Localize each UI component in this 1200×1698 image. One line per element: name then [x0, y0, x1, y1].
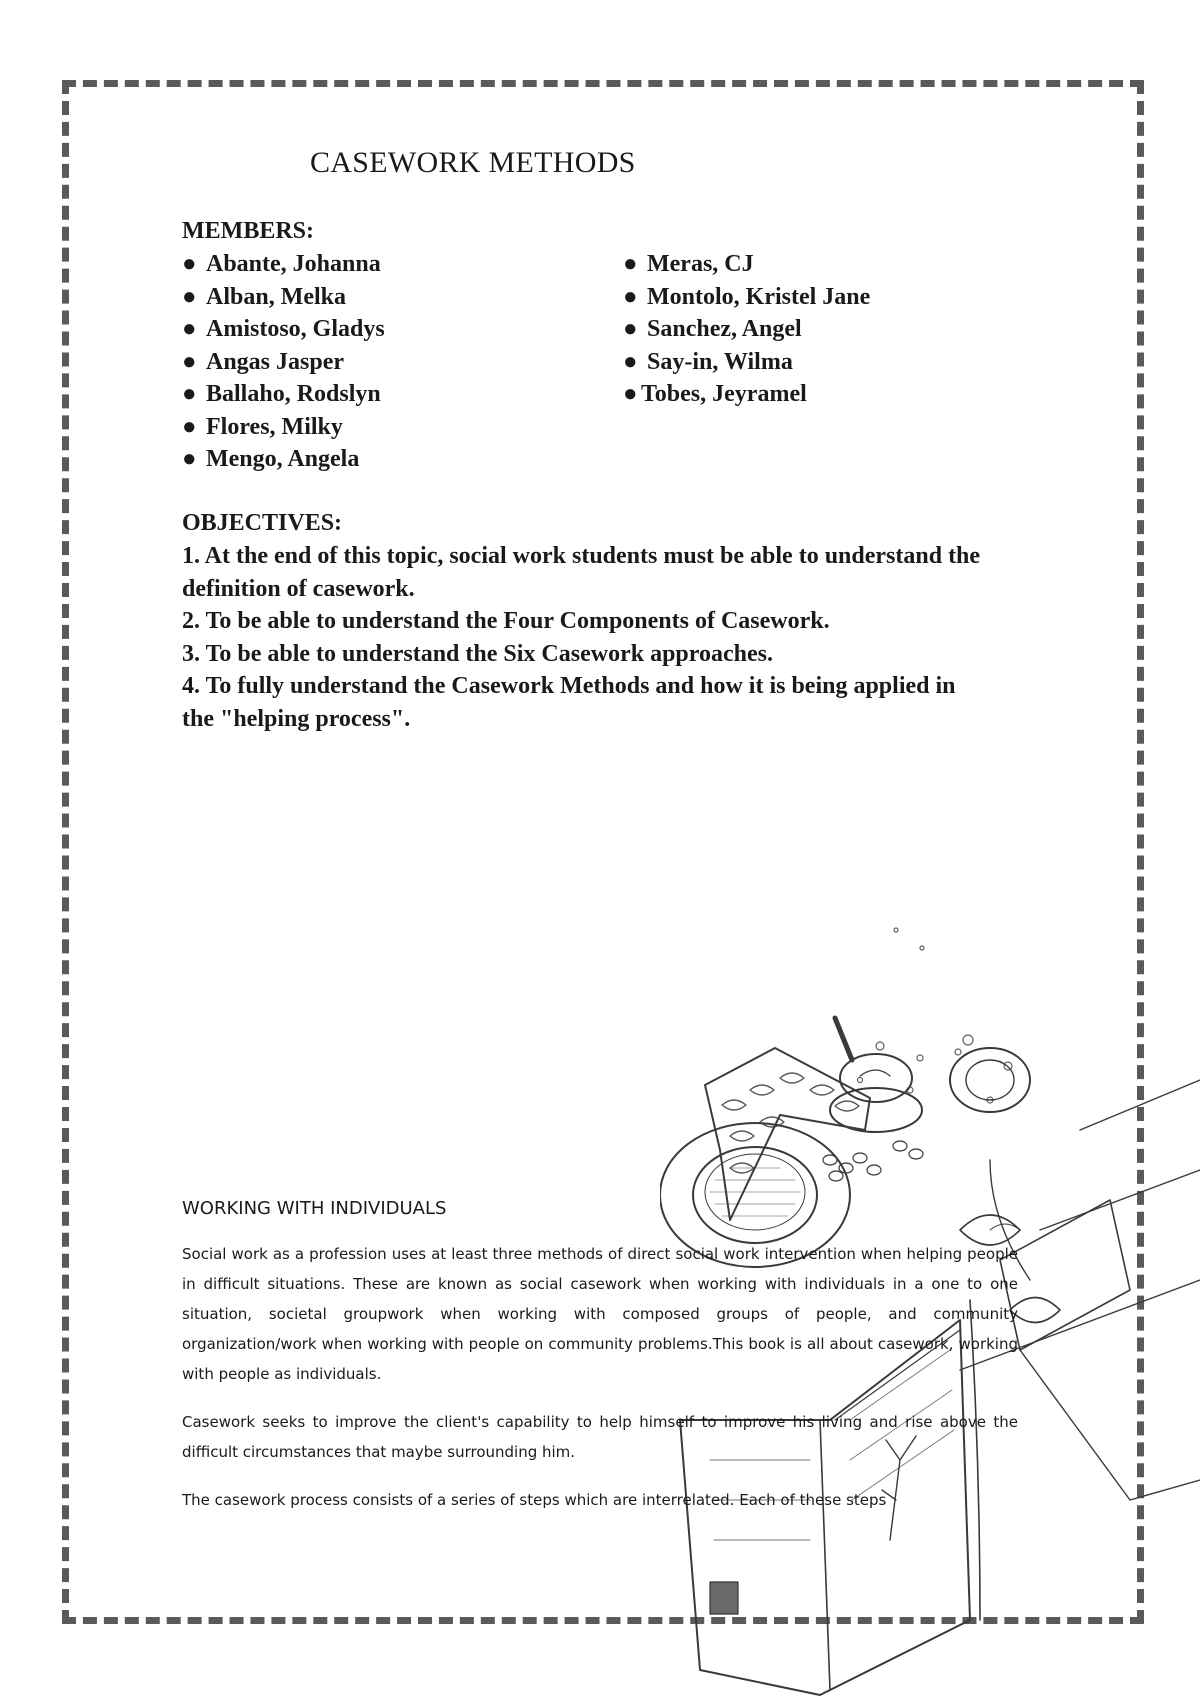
objective-item: 4. To fully understand the Casework Methods and how it is being applied in the "helping process".	[182, 673, 956, 732]
bullet-icon: ●	[182, 446, 197, 472]
bullet-icon: ●	[182, 251, 197, 277]
bullet-icon: ●	[623, 348, 638, 375]
bullet-icon: ●	[182, 413, 197, 440]
bullet-icon: ●	[623, 283, 638, 310]
objective-item: 2. To be able to understand the Four Components of Casework.	[182, 608, 830, 634]
bullet-icon: ●	[623, 316, 638, 342]
member-item: ● Say-in, Wilma	[623, 346, 870, 379]
member-item: ● Tobes, Jeyramel	[623, 378, 870, 411]
objective-item: 3. To be able to understand the Six Casework approaches.	[182, 640, 773, 667]
paragraph: Social work as a profession uses at least three methods of direct social work intervention when helping people in difficult situations. These are known as social casework when working with individuals in a one to one situation, societal groupwork when working with composed groups of people, and community organization/work when working with people on community problems.This book is all about casework, working with people as individuals.	[182, 1245, 1018, 1383]
member-item: ● Montolo, Kristel Jane	[623, 281, 870, 314]
objectives-label: OBJECTIVES:	[182, 510, 343, 536]
member-item: ● Meras, CJ	[623, 248, 870, 281]
objective-item: 1. At the end of this topic, social work students must be able to understand the definition of casework.	[182, 543, 981, 602]
bullet-icon: ●	[182, 283, 197, 310]
member-item: ● Abante, Johanna	[182, 248, 385, 281]
member-item: ● Alban, Melka	[182, 281, 385, 314]
member-item: ● Ballaho, Rodslyn	[182, 378, 385, 411]
page-title: CASEWORK METHODS	[310, 146, 636, 179]
member-item: ● Flores, Milky	[182, 411, 385, 444]
working-with-individuals-section	[182, 1198, 1018, 1515]
bullet-icon: ●	[182, 381, 197, 407]
members-label: MEMBERS:	[182, 218, 314, 244]
section-heading: WORKING WITH INDIVIDUALS	[182, 1198, 447, 1219]
paragraph: The casework process consists of a series of steps which are interrelated. Each of these steps	[182, 1491, 887, 1509]
members-list-right	[623, 248, 870, 411]
bullet-icon: ●	[182, 348, 197, 375]
member-item: ● Amistoso, Gladys	[182, 313, 385, 346]
bullet-icon: ●	[623, 251, 638, 277]
bullet-icon: ●	[182, 316, 197, 342]
member-item: ● Angas Jasper	[182, 346, 385, 379]
member-item: ● Mengo, Angela	[182, 443, 385, 476]
member-item: ● Sanchez, Angel	[623, 313, 870, 346]
paragraph: Casework seeks to improve the client's capability to help himself to improve his living and rise above the difficult circumstances that maybe surrounding him.	[182, 1413, 1018, 1461]
bullet-icon: ●	[623, 381, 638, 407]
objectives-list	[182, 540, 982, 735]
members-list-left	[182, 248, 385, 476]
